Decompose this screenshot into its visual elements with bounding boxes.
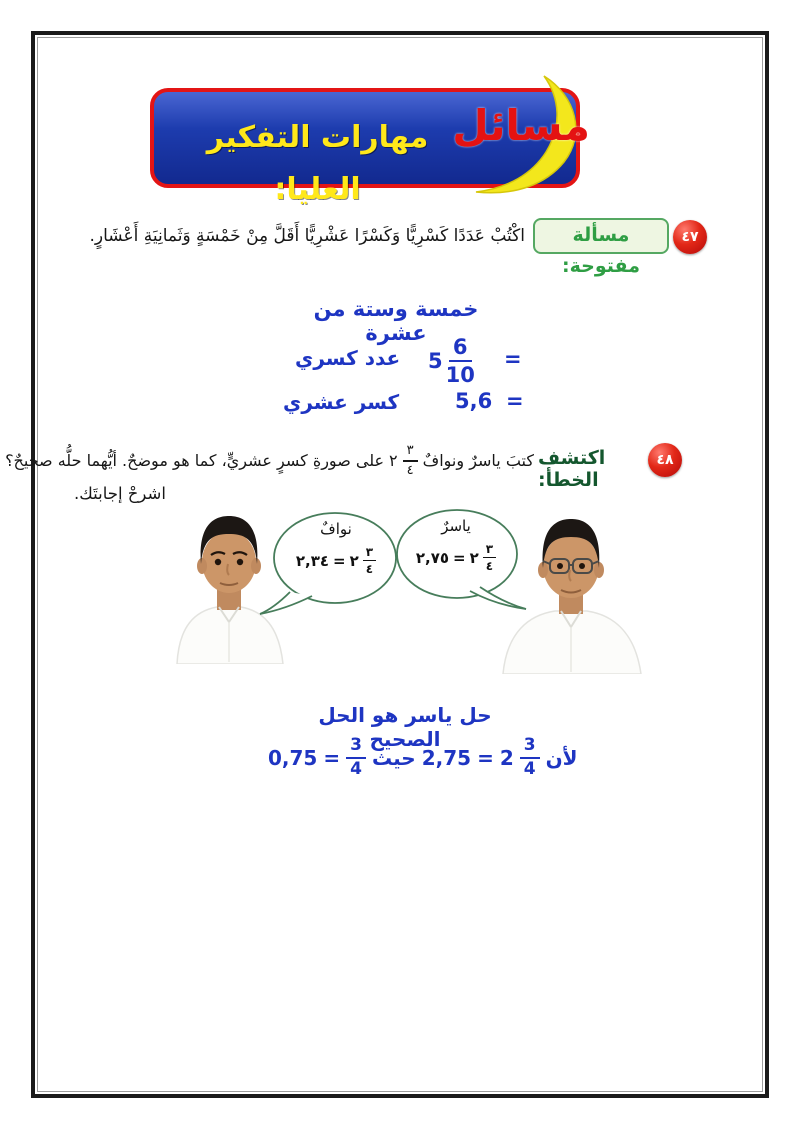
word-because: لأن <box>545 745 578 770</box>
question-47-number: ٤٧ <box>681 229 699 245</box>
speech-bubble-nawaf <box>256 510 398 622</box>
question-47-text: اكْتُبْ عَدَدًا كَسْرِيًّا وَكَسْرًا عَشْرِيًّا أَقَلَّ مِنْ خَمْسَةٍ وَثَمانِيَةِ أَعْشَارٍ. <box>89 226 525 246</box>
answer-47-words: خمسة وستة من عشرة <box>313 297 479 345</box>
equals-sign: = <box>477 745 494 770</box>
decimal-value: 0,75 <box>268 745 318 770</box>
fraction-3-4 <box>346 737 366 779</box>
find-the-error-label: اكتشف الخطأ: <box>538 447 606 491</box>
fraction-denominator: ٤ <box>365 561 374 576</box>
equals-sign: = <box>323 745 341 770</box>
answer-47-decimal-value: 5,6 <box>455 389 493 413</box>
fraction-3-4 <box>483 543 496 572</box>
decimal-value: ٢,٣٤ <box>295 551 330 570</box>
speech-bubble-yasser <box>394 507 532 619</box>
banner-word-masail: مسائل <box>452 101 590 150</box>
answer-47-mixed-number <box>428 336 475 386</box>
answer-47-mixed-label: عدد كسري <box>295 346 401 370</box>
fraction-numerator: ٣ <box>403 444 418 462</box>
fraction-3-4 <box>403 444 418 477</box>
fraction-denominator: ٤ <box>406 462 414 478</box>
question-48-text <box>5 443 534 478</box>
equals-sign: = <box>504 347 522 371</box>
fraction-numerator: ٣ <box>483 543 496 558</box>
equals-sign: = <box>333 551 346 570</box>
fraction-denominator: 10 <box>445 363 475 388</box>
fraction-3-4 <box>363 546 376 575</box>
decimal-value: ٢,٧٥ <box>415 548 450 567</box>
mixed-whole: ٢ <box>389 451 398 471</box>
equals-sign: = <box>453 548 466 567</box>
question-48-number: ٤٨ <box>656 452 674 468</box>
fraction-numerator: 3 <box>346 737 366 759</box>
question-48-text-line2: اشرحْ إجابتَك. <box>74 484 166 503</box>
fraction-numerator: 3 <box>520 737 540 759</box>
fraction-denominator: ٤ <box>485 558 494 573</box>
solution-equation <box>268 737 578 779</box>
question-48-text-rest: على صورةِ كسرٍ عشريٍّ، كما هو موضحٌ. أيُّهما حلُّه صحيحٌ؟ <box>5 451 385 471</box>
bubble-name-nawaf: نوافٌ <box>320 520 352 538</box>
fraction-3-4 <box>520 737 540 779</box>
bubble-equation-yasser <box>394 543 532 572</box>
mixed-whole: 5 <box>428 349 443 374</box>
question-48-text-start: كتبَ ياسرٌ ونوافٌ <box>422 451 534 471</box>
solution-statement: حل ياسر هو الحل الصحيح <box>318 703 492 751</box>
decimal-value: 2,75 <box>421 745 472 770</box>
open-problem-label: مسألة مفتوحة: <box>533 218 669 254</box>
fraction-denominator: 4 <box>350 758 362 779</box>
fraction-numerator: ٣ <box>363 546 376 561</box>
question-47-number-badge <box>673 220 707 254</box>
mixed-whole: 2 <box>499 745 514 770</box>
answer-47-decimal-label: كسر عشري <box>283 390 400 414</box>
mixed-whole: ٢ <box>349 551 359 570</box>
mixed-whole: ٢ <box>469 548 479 567</box>
question-48-number-badge <box>648 443 682 477</box>
fraction-6-10 <box>446 336 475 386</box>
bubble-equation-nawaf <box>256 546 398 575</box>
word-since: حيث <box>371 745 416 770</box>
bubble-name-yasser: ياسرٌ <box>441 517 471 535</box>
equals-sign: = <box>506 389 524 413</box>
fraction-numerator: 6 <box>449 336 472 362</box>
fraction-denominator: 4 <box>523 758 536 779</box>
banner-title: مهارات التفكير العليا: <box>206 120 429 207</box>
